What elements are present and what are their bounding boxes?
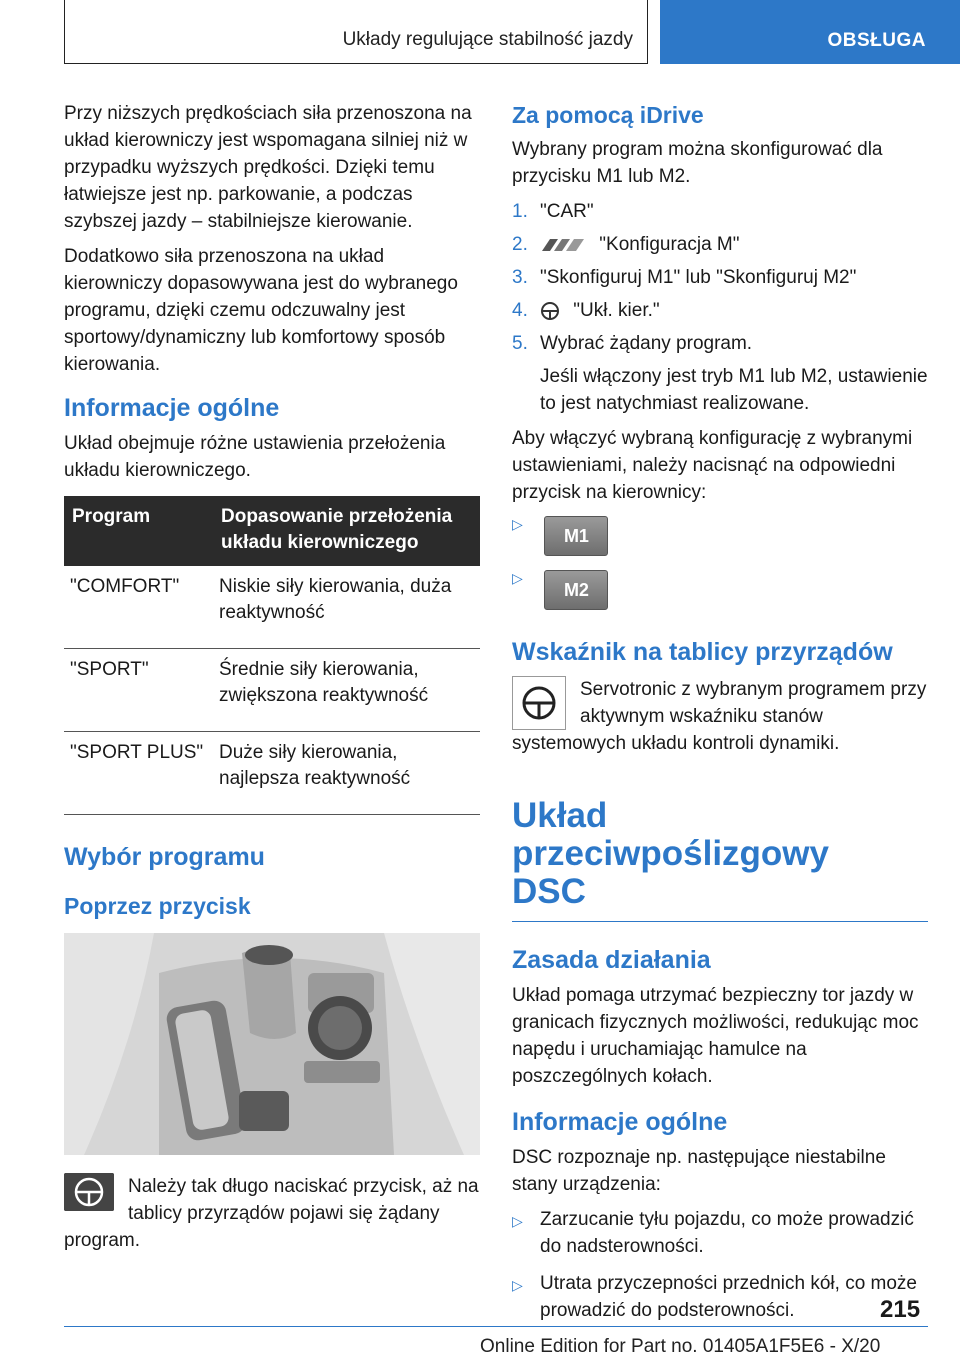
indicator-heading: Wskaźnik na tablicy przyrządów (512, 638, 893, 666)
bullet-text: Zarzucanie tyłu pojazdu, co może prowadzić do nadsterowności. (540, 1209, 914, 1257)
button-note-text: Należy tak długo naciskać przycisk, aż na tablicy przyrządów pojawi się żądany program. (64, 1176, 479, 1251)
step-number: 2. (512, 234, 528, 255)
general-info-text: Układ obejmuje różne ustawienia przełożenia układu kierowniczego. (64, 433, 446, 481)
dsc-general-heading: Informacje ogólne (512, 1108, 728, 1136)
list-item (512, 297, 928, 324)
edition-text: Online Edition for Part no. 01405A1F5E6 - X/20 (480, 1336, 881, 1357)
step-text: "Skonfiguruj M1" lub "Skonfiguruj M2" (540, 267, 857, 288)
indicator-text: Servotronic z wybranym programem przy aktywnym wskaźniku stanów systemowych układu kontroli dynamiki. (512, 679, 927, 754)
general-info-heading: Informacje ogólne (64, 394, 280, 422)
m-stripes-icon (540, 237, 586, 253)
idrive-heading: Za pomocą iDrive (512, 102, 704, 128)
list-item (512, 231, 928, 258)
list-item (512, 1270, 928, 1324)
header-box (64, 0, 648, 64)
step-number: 4. (512, 300, 528, 321)
via-button-heading: Poprzez przycisk (64, 893, 251, 919)
step-text: "Konfiguracja M" (599, 234, 740, 255)
step-text: Wybrać żądany program. (540, 333, 753, 354)
dsc-heading: Układ przeciwpoślizgowy DSC (512, 796, 829, 911)
table-cell-program: "SPORT PLUS" (64, 732, 213, 815)
dsc-general-text: DSC rozpoznaje np. następujące niestabilne stany urządzenia: (512, 1147, 886, 1195)
steering-wheel-indicator-icon (512, 676, 566, 730)
indicator-note (512, 676, 928, 765)
table-row (64, 566, 480, 649)
triangle-bullet-icon: ▷ (512, 516, 523, 532)
table-header-row (64, 496, 480, 566)
step-text: "CAR" (540, 201, 594, 222)
m2-button-row (512, 570, 928, 610)
table-header-ratio: Dopasowanie przełożenia układu kierowniczego (213, 496, 480, 566)
right-column (512, 100, 928, 1334)
step5-note: Jeśli włączony jest tryb M1 lub M2, ustawienie to jest natychmiast realizowane. (540, 366, 928, 414)
center-console-photo (64, 933, 480, 1155)
table-cell-description: Średnie siły kierowania, zwiększona reaktywność (213, 649, 480, 732)
list-item (512, 330, 928, 357)
button-note (64, 1173, 480, 1262)
triangle-bullet-icon: ▷ (512, 570, 523, 586)
table-row (64, 732, 480, 815)
m1-button-image: M1 (544, 516, 608, 556)
intro-paragraph-1: Przy niższych prędkościach siła przenoszona na układ kierowniczy jest wspomagana silniej niż w przypadku wyższych prędkości. Dzięki temu łatwiejsze jest np. parkowanie, a podczas szybszej jazdy – stabilniejsze kierowanie. (64, 103, 472, 232)
steering-wheel-icon (64, 1173, 114, 1211)
program-selection-heading: Wybór programu (64, 843, 265, 871)
bullet-text: Utrata przyczepności przednich kół, co może prowadzić do podsterowności. (540, 1273, 917, 1321)
m2-button-image: M2 (544, 570, 608, 610)
list-item (512, 1206, 928, 1260)
steering-ratio-table (64, 496, 480, 815)
table-cell-description: Duże siły kierowania, najlepsza reaktywność (213, 732, 480, 815)
triangle-bullet-icon: ▷ (512, 1213, 523, 1229)
table-cell-description: Niskie siły kierowania, duża reaktywność (213, 566, 480, 649)
step-text: "Ukł. kier." (573, 300, 660, 321)
list-item (512, 264, 928, 291)
left-column (64, 100, 480, 1262)
step-number: 1. (512, 201, 528, 222)
triangle-bullet-icon: ▷ (512, 1277, 523, 1293)
step-number: 5. (512, 333, 528, 354)
idrive-steps (512, 198, 928, 357)
apply-text: Aby włączyć wybraną konfigurację z wybranymi ustawieniami, należy nacisnąć na odpowiedni przycisk na kierownicy: (512, 428, 913, 503)
page-number: 215 (880, 1296, 921, 1323)
principle-text: Układ pomaga utrzymać bezpieczny tor jazdy w granicach fizycznych możliwości, redukując moc napędu i uruchamiając hamulce na poszczególnych kołach. (512, 985, 919, 1087)
footer-rule (64, 1326, 928, 1327)
chapter-tab-label: OBSŁUGA (827, 30, 926, 51)
list-item (512, 198, 928, 225)
m1-button-row (512, 516, 928, 556)
table-row (64, 649, 480, 732)
principle-heading: Zasada działania (512, 946, 711, 974)
table-header-program: Program (64, 496, 213, 566)
table-cell-program: "SPORT" (64, 649, 213, 732)
steering-wheel-icon (540, 301, 560, 321)
intro-paragraph-2: Dodatkowo siła przenoszona na układ kierowniczy dopasowywana jest do wybranego programu, dzięki czemu odczuwalny jest sportowy/dynamiczny lub komfortowy sposób kierowania. (64, 246, 458, 375)
dsc-divider (512, 921, 928, 922)
step-number: 3. (512, 267, 528, 288)
table-cell-program: "COMFORT" (64, 566, 213, 649)
section-title: Układy regulujące stabilność jazdy (342, 29, 633, 50)
chapter-tab (660, 0, 960, 64)
idrive-text: Wybrany program można skonfigurować dla przycisku M1 lub M2. (512, 139, 883, 187)
